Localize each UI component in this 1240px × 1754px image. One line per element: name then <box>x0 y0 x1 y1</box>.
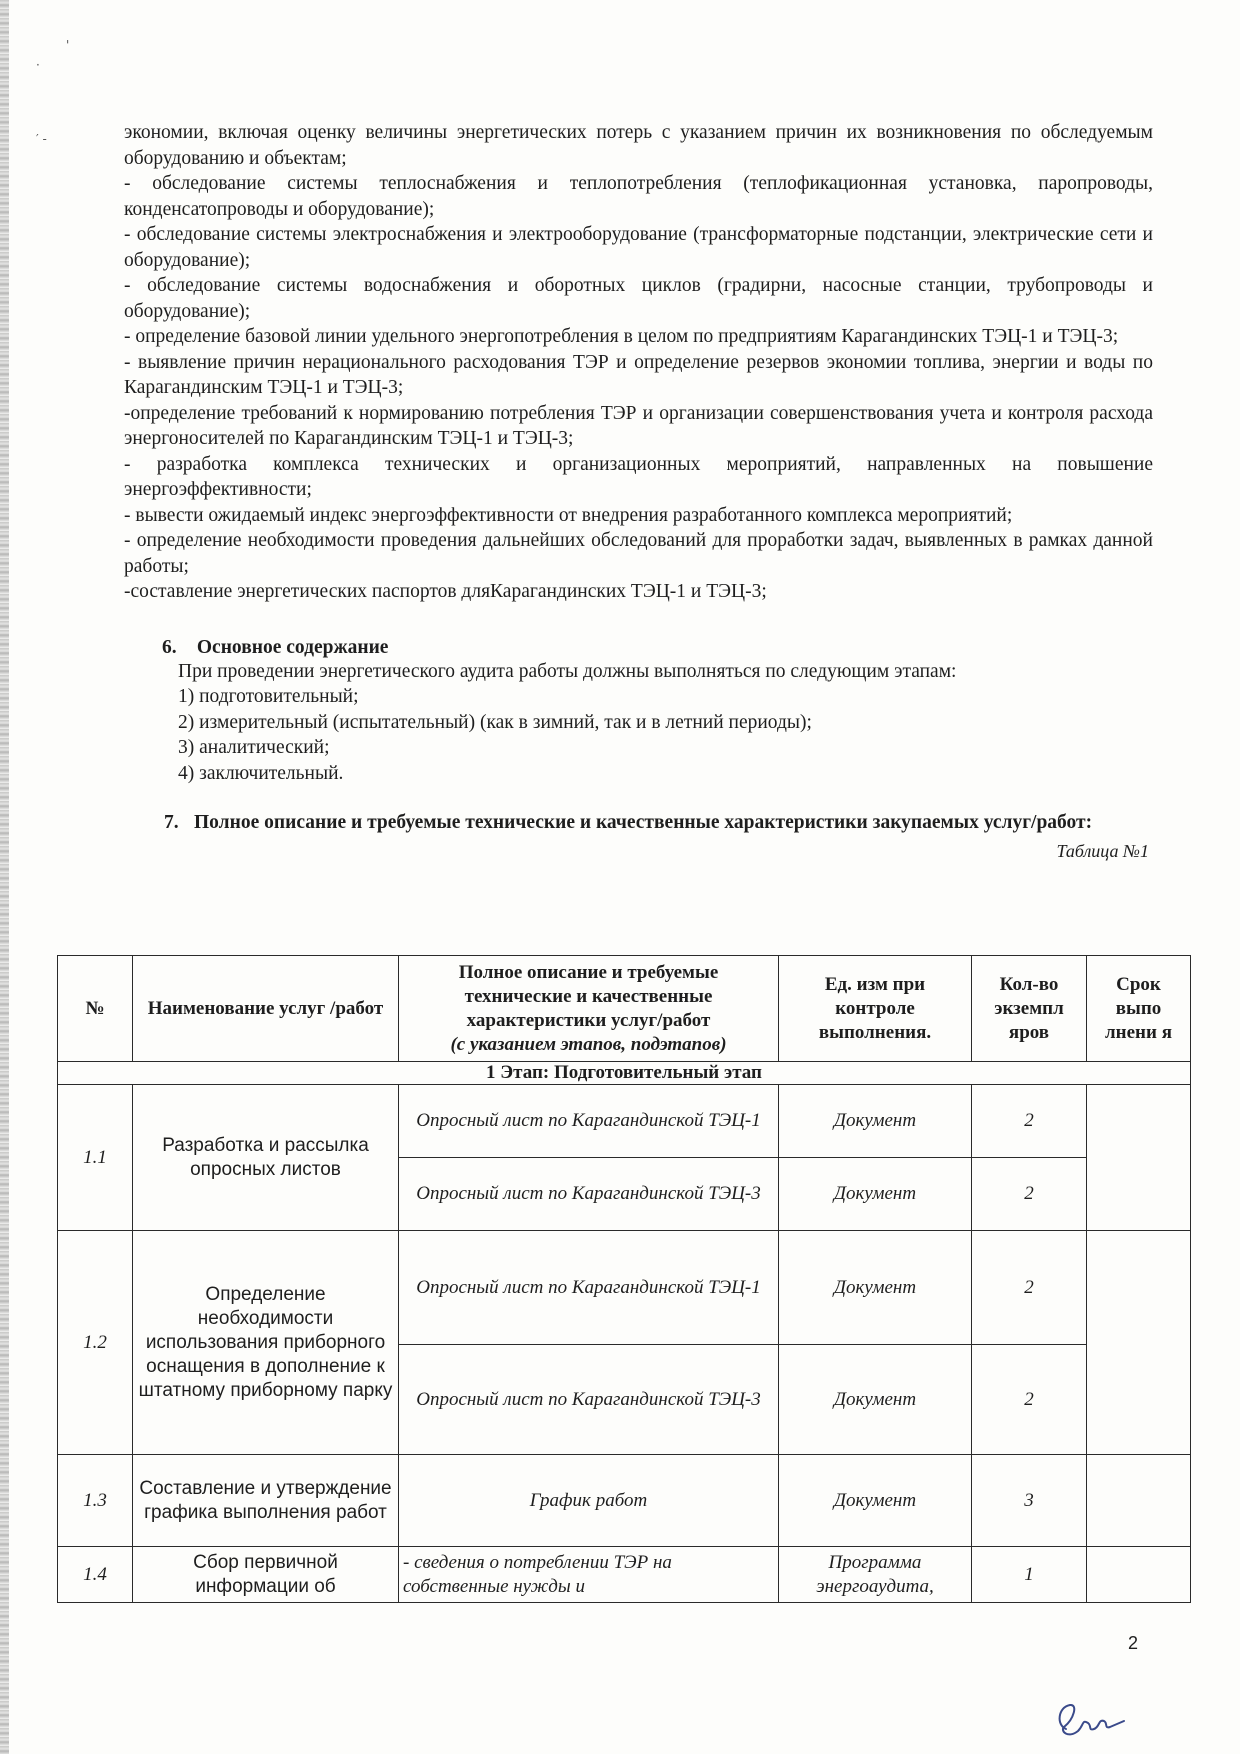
table-row <box>58 1547 1191 1603</box>
scan-mark: · <box>36 58 40 72</box>
content-line: 1) подготовительный; <box>178 686 359 707</box>
content-line: 3) аналитический; <box>178 737 330 758</box>
paragraph: - разработка комплекса технических и организационных мероприятий, направленных на повышение энергоэффективности; <box>124 453 1153 500</box>
header-desc <box>399 956 779 1062</box>
document-page <box>124 120 1153 861</box>
paragraph: -определение требований к нормированию потребления ТЭР и организации совершенствования учета и контроля расхода энергоносителей по Карагандинским ТЭЦ-1 и ТЭЦ-3; <box>124 402 1153 449</box>
row-number: 1.4 <box>58 1547 133 1603</box>
section-6 <box>124 637 1153 787</box>
service-description: Опросный лист по Карагандинской ТЭЦ-3 <box>399 1345 779 1455</box>
paragraph: - обследование системы водоснабжения и оборотных циклов (градирни, насосные станции, трубопроводы и оборудование); <box>124 275 1153 322</box>
unit-cell: Документ <box>779 1158 972 1231</box>
unit-cell: Документ <box>779 1345 972 1455</box>
unit-cell: Документ <box>779 1455 972 1547</box>
header-qty: Кол-во экземпл яров <box>972 956 1087 1062</box>
quantity-cell: 2 <box>972 1085 1087 1158</box>
service-name: Разработка и рассылка опросных листов <box>133 1085 399 1231</box>
service-description: Опросный лист по Карагандинской ТЭЦ-1 <box>399 1085 779 1158</box>
stage-title: 1 Этап: Подготовительный этап <box>58 1062 1191 1085</box>
quantity-cell: 2 <box>972 1345 1087 1455</box>
page-number: 2 <box>1128 1633 1139 1653</box>
signature-image <box>1048 1695 1128 1745</box>
header-term: Срок выпо лнени я <box>1087 956 1191 1062</box>
term-cell <box>1087 1547 1191 1603</box>
header-desc-note: (с указанием этапов, подэтапов) <box>450 1033 727 1055</box>
service-description: Опросный лист по Карагандинской ТЭЦ-1 <box>399 1231 779 1345</box>
header-desc-text: Полное описание и требуемые технические и качественные характеристики услуг/работ <box>458 961 719 1031</box>
row-number: 1.2 <box>58 1231 133 1455</box>
paragraph: - определение необходимости проведения дальнейших обследований для проработки задач, выявленных в рамках данной работы; <box>124 530 1153 577</box>
paragraph: -составление энергетических паспортов дляКарагандинских ТЭЦ-1 и ТЭЦ-3; <box>124 581 767 602</box>
paragraph: экономии, включая оценку величины энергетических потерь с указанием причин их возникновения по обследуемым оборудованию и объектам; <box>124 122 1153 169</box>
term-cell <box>1087 1085 1191 1231</box>
unit-cell: Документ <box>779 1085 972 1158</box>
section-heading <box>162 637 1153 659</box>
term-cell <box>1087 1231 1191 1455</box>
quantity-cell: 2 <box>972 1158 1087 1231</box>
section-title: Основное содержание <box>196 636 389 658</box>
quantity-cell: 3 <box>972 1455 1087 1547</box>
section-number: 6. <box>162 636 177 658</box>
section-number: 7. <box>164 812 179 833</box>
header-num: № <box>58 956 133 1062</box>
services-table <box>57 955 1191 1603</box>
service-name: Определение необходимости использования приборного оснащения в дополнение к штатному приборному парку <box>133 1231 399 1455</box>
paragraph: - вывести ожидаемый индекс энергоэффективности от внедрения разработанного комплекса мероприятий; <box>124 504 1013 526</box>
service-description: График работ <box>399 1455 779 1547</box>
intro-list <box>124 120 1153 605</box>
table-header-row <box>58 956 1191 1062</box>
content-line: При проведении энергетического аудита работы должны выполняться по следующим этапам: <box>178 660 957 682</box>
content-line: 2) измерительный (испытательный) (как в зимний, так и в летний периоды); <box>178 711 812 733</box>
unit-cell: Документ <box>779 1231 972 1345</box>
service-name: Составление и утверждение графика выполнения работ <box>133 1455 399 1547</box>
row-number: 1.1 <box>58 1085 133 1231</box>
row-number: 1.3 <box>58 1455 133 1547</box>
stage-row <box>58 1062 1191 1085</box>
scan-mark: ' <box>66 38 70 52</box>
paragraph: - выявление причин нерационального расходования ТЭР и определение резервов экономии топлива, энергии и воды по Карагандинским ТЭЦ-1 и ТЭЦ-3; <box>124 351 1153 398</box>
term-cell <box>1087 1455 1191 1547</box>
table-caption: Таблица №1 <box>1056 841 1149 861</box>
section-7 <box>124 810 1153 835</box>
scan-mark: ′ - <box>36 132 47 146</box>
header-unit: Ед. изм при контроле выполнения. <box>779 956 972 1062</box>
header-name: Наименование услуг /работ <box>133 956 399 1062</box>
content-line: 4) заключительный. <box>178 762 344 784</box>
service-name: Сбор первичной информации об <box>133 1547 399 1603</box>
table-row <box>58 1231 1191 1345</box>
paragraph: - определение базовой линии удельного энергопотребления в целом по предприятиям Карагандинских ТЭЦ-1 и ТЭЦ-3; <box>124 326 1119 347</box>
quantity-cell: 1 <box>972 1547 1087 1603</box>
table-row <box>58 1085 1191 1158</box>
service-description: Опросный лист по Карагандинской ТЭЦ-3 <box>399 1158 779 1231</box>
scan-edge-strip <box>0 0 9 1754</box>
quantity-cell: 2 <box>972 1231 1087 1345</box>
service-description: - сведения о потреблении ТЭР на собственные нужды и <box>399 1547 779 1603</box>
paragraph: - обследование системы теплоснабжения и теплопотребления (теплофикационная установка, паропроводы, конденсатопроводы и оборудование); <box>124 173 1153 220</box>
paragraph: - обследование системы электроснабжения и электрооборудование (трансформаторные подстанции, электрические сети и оборудование); <box>124 224 1153 271</box>
unit-cell: Программа энергоаудита, <box>779 1547 972 1603</box>
section-title: Полное описание и требуемые технические и качественные характеристики закупаемых услуг/работ: <box>194 812 1093 833</box>
table-row <box>58 1455 1191 1547</box>
